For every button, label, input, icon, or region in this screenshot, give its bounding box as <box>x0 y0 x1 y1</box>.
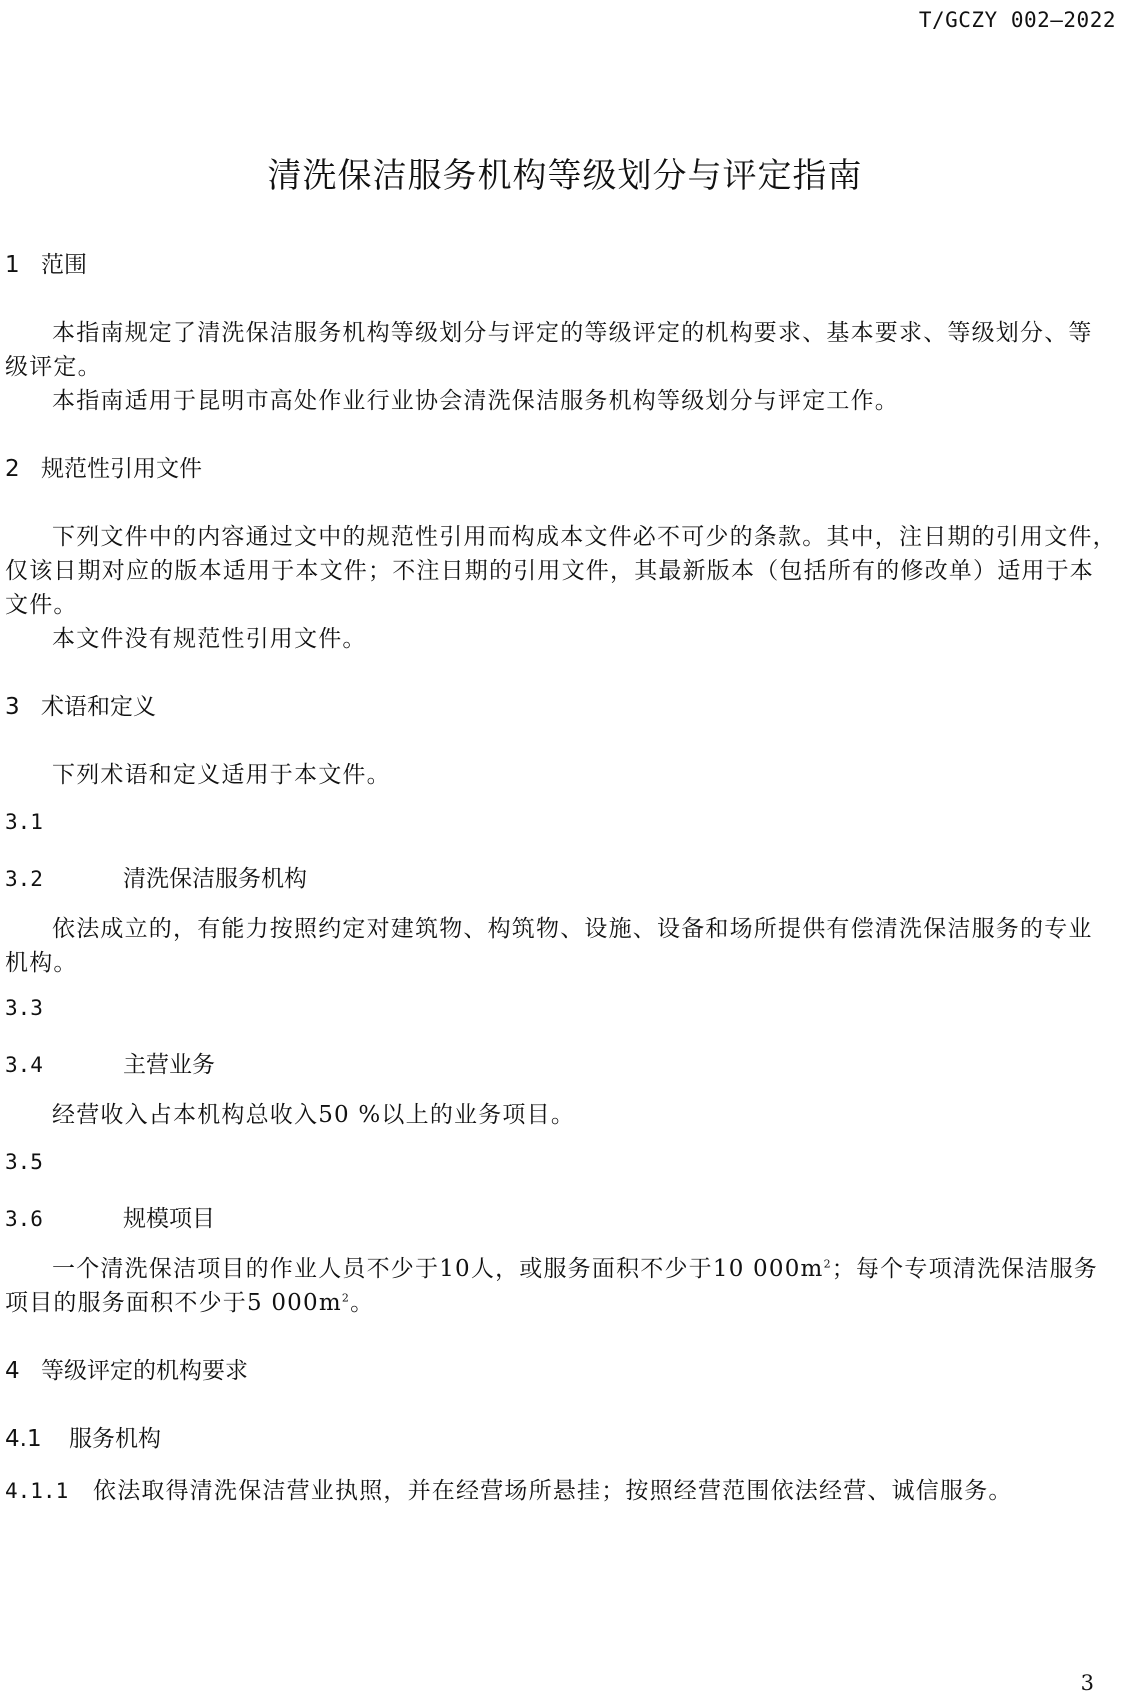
term-number: 3.5 <box>5 1150 43 1174</box>
text: 项目的服务面积不少于5 000 <box>5 1290 319 1316</box>
term-title: 清洗保洁服务机构 <box>123 866 307 892</box>
section-title: 等级评定的机构要求 <box>41 1358 248 1384</box>
term-number: 3.6 <box>5 1207 43 1231</box>
term-definition <box>52 1250 1098 1283</box>
term-heading <box>5 1200 215 1233</box>
term-definition: 依法成立的，有能力按照约定对建筑物、构筑物、设施、设备和场所提供有偿清洗保洁服务的专业 <box>52 916 1093 942</box>
term-number: 3.4 <box>5 1053 43 1077</box>
term-definition-continuation: 机构。 <box>5 950 78 976</box>
clause-number: 4.1.1 <box>5 1479 69 1503</box>
term-number: 3.1 <box>5 810 43 834</box>
section-3-heading <box>5 688 156 721</box>
clause <box>5 1472 1013 1505</box>
section-title: 范围 <box>41 252 87 278</box>
text: ；每个专项清洗保洁服务 <box>831 1256 1098 1282</box>
paragraph: 本指南规定了清洗保洁服务机构等级划分与评定的等级评定的机构要求、基本要求、等级划分、等 <box>52 320 1093 346</box>
clause-text: 依法取得清洗保洁营业执照，并在经营场所悬挂；按照经营范围依法经营、诚信服务。 <box>93 1478 1013 1504</box>
section-number: 2 <box>5 456 20 482</box>
superscript: 2 <box>341 1291 351 1305</box>
term-number: 3.2 <box>5 867 43 891</box>
document-code: T/GCZY 002—2022 <box>918 8 1116 32</box>
paragraph: 下列术语和定义适用于本文件。 <box>52 762 391 788</box>
superscript: 2 <box>823 1257 832 1271</box>
term-title: 主营业务 <box>123 1052 215 1078</box>
text: 。 <box>350 1290 375 1316</box>
subsection-title: 服务机构 <box>69 1426 161 1452</box>
term-definition: 经营收入占本机构总收入50 %以上的业务项目。 <box>52 1102 576 1128</box>
section-title: 规范性引用文件 <box>41 456 202 482</box>
subsection-heading <box>5 1420 161 1453</box>
term-heading <box>5 1046 215 1079</box>
section-2-heading <box>5 450 202 483</box>
area-unit: m <box>800 1256 824 1282</box>
section-4-heading <box>5 1352 248 1385</box>
subsection-number: 4.1 <box>5 1426 42 1452</box>
paragraph: 本指南适用于昆明市高处作业行业协会清洗保洁服务机构等级划分与评定工作。 <box>52 388 899 414</box>
term-title: 规模项目 <box>123 1206 215 1232</box>
section-1-heading <box>5 246 87 279</box>
page-number: 3 <box>1080 1671 1094 1695</box>
term-heading <box>5 860 307 893</box>
paragraph-continuation: 仅该日期对应的版本适用于本文件；不注日期的引用文件，其最新版本（包括所有的修改单）适用于本 <box>5 558 1094 584</box>
paragraph-continuation: 级评定。 <box>5 354 102 380</box>
paragraph-continuation: 文件。 <box>5 592 78 618</box>
section-number: 4 <box>5 1358 20 1384</box>
term-definition-continuation <box>5 1284 374 1317</box>
term-number: 3.3 <box>5 996 43 1020</box>
text: 一个清洗保洁项目的作业人员不少于10人，或服务面积不少于10 000 <box>52 1256 801 1282</box>
document-title: 清洗保洁服务机构等级划分与评定指南 <box>267 156 863 196</box>
area-unit: m <box>318 1290 342 1316</box>
paragraph: 下列文件中的内容通过文中的规范性引用而构成本文件必不可少的条款。其中，注日期的引用文件， <box>52 524 1117 550</box>
section-number: 3 <box>5 694 20 720</box>
section-number: 1 <box>5 252 20 278</box>
paragraph: 本文件没有规范性引用文件。 <box>52 626 367 652</box>
section-title: 术语和定义 <box>41 694 156 720</box>
